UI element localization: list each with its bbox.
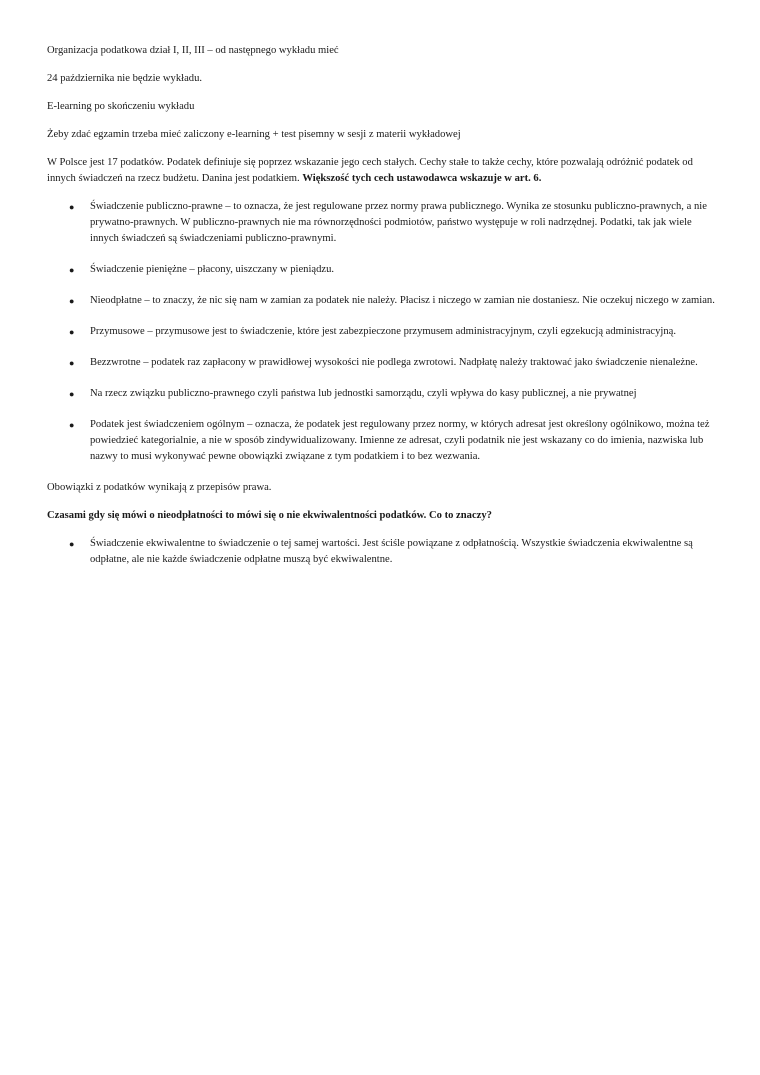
list-item-text: Świadczenie pieniężne – płacony, uiszczany w pieniądzu.	[90, 264, 335, 275]
bullet-icon: ●	[69, 358, 75, 368]
intro-bold-text: Większość tych cech ustawodawca wskazuje w art. 6.	[302, 173, 542, 184]
list-item	[47, 386, 715, 402]
intro-paragraph	[47, 155, 715, 187]
question-heading: Czasami gdy się mówi o nieodpłatności to mówi się o nie ekwiwalentności podatków. Co to znaczy?	[47, 510, 492, 521]
list-item	[47, 355, 715, 371]
answer-list	[47, 536, 715, 568]
list-item-text: Na rzecz związku publiczno-prawnego czyli państwa lub jednostki samorządu, czyli wpływa do kasy publicznej, a nie prywatnej	[90, 388, 637, 399]
bullet-icon: ●	[69, 389, 75, 399]
list-item	[47, 199, 715, 247]
list-item	[47, 536, 715, 568]
tax-features-list	[47, 199, 715, 465]
list-item	[47, 262, 715, 278]
bullet-icon: ●	[69, 296, 75, 306]
bullet-icon: ●	[69, 539, 75, 549]
bullet-icon: ●	[69, 202, 75, 212]
list-item	[47, 417, 715, 465]
line-organization: Organizacja podatkowa dział I, II, III – od następnego wykładu mieć	[47, 45, 339, 56]
document-content	[47, 43, 715, 583]
list-item-text: Podatek jest świadczeniem ogólnym – oznacza, że podatek jest regulowany przez normy, w których adresat jest określony ogólnikowo, można też powiedzieć kategorialnie, a nie w sposób zindywidualizowany. Imienne ze adresat, czyli podatnik nie jest wskazany co do imienia, nazwiska lub nazwy to musi wykonywać pewne obowiązki związane z tym podatkiem i to bez wezwania.	[90, 419, 710, 462]
list-item-text: Świadczenie ekwiwalentne to świadczenie o tej samej wartości. Jest ściśle powiązane z odpłatnością. Wszystkie świadczenia ekwiwalentne są odpłatne, ale nie każde świadczenie odpłatne muszą być ekwiwalentne.	[90, 538, 693, 565]
list-item-text: Świadczenie publiczno-prawne – to oznacza, że jest regulowane przez normy prawa publicznego. Wynika ze stosunku publiczno-prawnych, a nie prywatno-prawnych. W publiczno-prawnych nie ma równorzędności podmiotów, państwo występuje w roli nadrzędnej. Podatki, tak jak wiele innych świadczeń są świadczeniami publiczno-prawnymi.	[90, 201, 707, 244]
intro-text: W Polsce jest 17 podatków. Podatek definiuje się poprzez wskazanie jego cech stałych. Cechy stałe to także cechy, które pozwalają odróżnić podatek od innych świadczeń na rzecz budżetu. Danina jest podatkiem.	[47, 157, 693, 184]
bullet-icon: ●	[69, 420, 75, 430]
list-item-text: Przymusowe – przymusowe jest to świadczenie, które jest zabezpieczone przymusem administracyjnym, czyli egzekucją administracyjną.	[90, 326, 676, 337]
line-elearning: E-learning po skończeniu wykładu	[47, 101, 195, 112]
list-item	[47, 324, 715, 340]
bullet-icon: ●	[69, 327, 75, 337]
list-item	[47, 293, 715, 309]
obligations-line: Obowiązki z podatków wynikają z przepisów prawa.	[47, 482, 272, 493]
line-exam-requirements: Żeby zdać egzamin trzeba mieć zaliczony e-learning + test pisemny w sesji z materii wykładowej	[47, 129, 461, 140]
line-no-lecture: 24 października nie będzie wykładu.	[47, 73, 203, 84]
list-item-text: Nieodpłatne – to znaczy, że nic się nam w zamian za podatek nie należy. Płacisz i niczego w zamian nie dostaniesz. Nie oczekuj niczego w zamian.	[90, 295, 715, 306]
list-item-text: Bezzwrotne – podatek raz zapłacony w prawidłowej wysokości nie podlega zwrotowi. Nadpłatę należy traktować jako świadczenie nienależne.	[90, 357, 698, 368]
bullet-icon: ●	[69, 265, 75, 275]
